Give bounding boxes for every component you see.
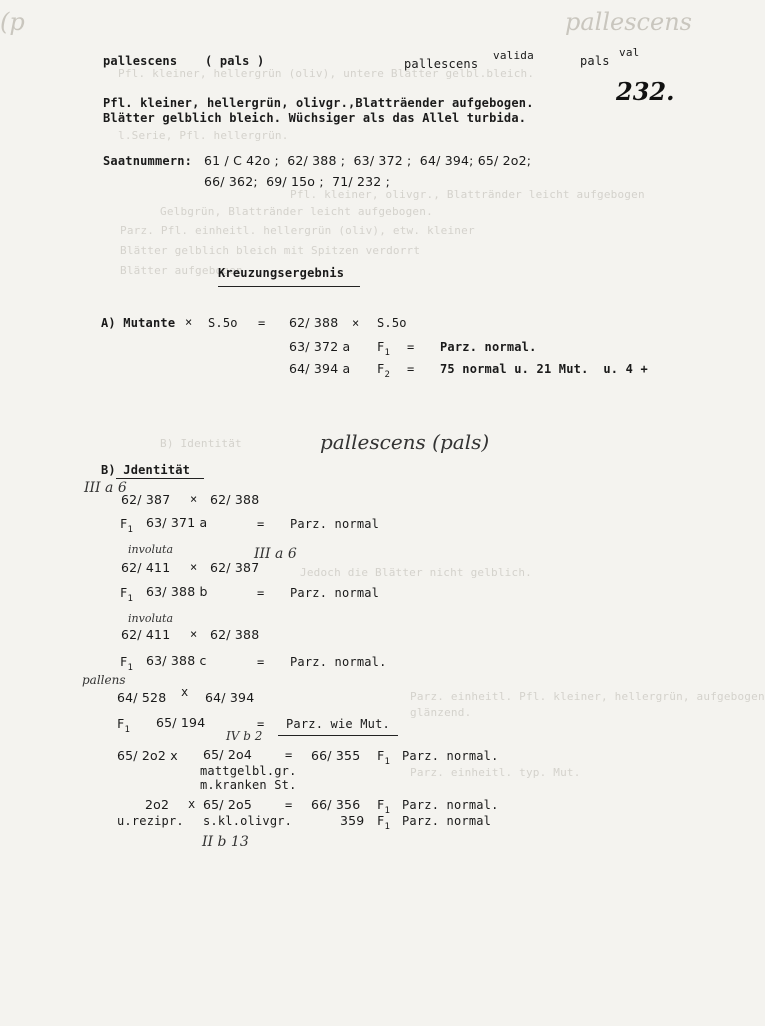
section-b-underline [116, 478, 204, 479]
cross-a-f1-seed: 63/ 372 a [289, 339, 351, 354]
cross-7-seed: 359 [340, 813, 365, 828]
handwritten-note: involuta [128, 543, 174, 556]
handwritten-note: involuta [128, 612, 174, 625]
cross-2-result: Parz. normal [290, 586, 380, 600]
s50-label: S.5o [208, 316, 238, 330]
cross-1-parent-a: 62/ 387 [121, 492, 171, 507]
cross-symbol: × [352, 316, 360, 330]
cross-1-result: Parz. normal [290, 517, 380, 531]
handwritten-note: III a 6 [84, 480, 127, 496]
cross-5-result-seed: 66/ 355 [311, 748, 361, 763]
cross-2-f1-seed: 63/ 388 b [146, 584, 208, 599]
bleed-line: Pfl. kleiner, hellergrün (oliv), untere Blätter gelbl.bleich. [118, 67, 535, 80]
section-title-underline [218, 286, 360, 287]
cross-5-description: mattgelbl.gr. [200, 764, 297, 778]
equals-sign: = [285, 748, 293, 762]
s50-label: S.5o [377, 316, 407, 330]
header-left-label: pallescens [103, 54, 178, 68]
cross-4-result: Parz. wie Mut. [286, 717, 390, 731]
cross-4-parent-b: 64/ 394 [205, 690, 255, 705]
generation-label: $F_1$ [377, 340, 391, 358]
equals-sign: = [257, 586, 265, 600]
generation-label: $F_1$ [120, 655, 134, 673]
section-a-label: A) Mutante [101, 316, 176, 330]
cross-1-f1-seed: 63/ 371 a [146, 515, 208, 530]
cross-6-result-seed: 66/ 356 [311, 797, 361, 812]
bleed-line: Pfl. kleiner, olivgr., Blattränder leicht aufgebogen [290, 188, 645, 201]
cross-6-parent-a: 2o2 [145, 797, 170, 812]
bleed-line: Parz. Pfl. einheitl. hellergrün (oliv), etw. kleiner [120, 224, 475, 237]
bleed-line: glänzend. [410, 706, 472, 719]
handwritten-note: III a 6 [254, 546, 297, 562]
header-left-paren: ( pals ) [205, 54, 265, 68]
header-right-label: pallescens [404, 57, 479, 71]
equals-sign: = [257, 655, 265, 669]
bleed-line: B) Identität [160, 437, 242, 450]
bleed-line: Parz. einheitl. typ. Mut. [410, 766, 581, 779]
bleed-line: Parz. einheitl. Pfl. kleiner, hellergrün, aufgebogen [410, 690, 765, 703]
header-right-short: pals [580, 54, 610, 68]
cross-symbol: × [190, 492, 198, 506]
handwritten-note: pallens [82, 673, 126, 687]
equals-sign: = [407, 362, 415, 376]
cross-5-parent-b: 65/ 2o4 [203, 747, 253, 762]
generation-label: $F_1$ [117, 717, 131, 735]
description-line-1: Pfl. kleiner, hellergrün, olivgr.,Blatträender aufgebogen. [103, 96, 534, 110]
cross-7-result: Parz. normal [402, 814, 492, 828]
section-b-label: B) Jdentität [101, 463, 191, 477]
cross-4-parent-a: 64/ 528 [117, 690, 167, 705]
equals-sign: = [407, 340, 415, 354]
handwritten-note: IV b 2 [226, 729, 263, 743]
result-underline [278, 735, 398, 736]
cross-a-f1-result: Parz. normal. [440, 340, 537, 354]
equals-sign: = [257, 717, 265, 731]
cross-a-seed: 62/ 388 [289, 315, 339, 330]
cross-symbol: × [190, 627, 198, 641]
cross-5-result: Parz. normal. [402, 749, 499, 763]
cross-symbol: × [185, 315, 193, 329]
corner-handwritten-label: pallescens [565, 8, 692, 36]
cross-6-result: Parz. normal. [402, 798, 499, 812]
cross-6-description: u.rezipr. [117, 814, 184, 828]
cross-3-f1-seed: 63/ 388 c [146, 653, 207, 668]
page-number: 232. [616, 77, 675, 106]
cross-3-parent-b: 62/ 388 [210, 627, 260, 642]
cross-6-description: s.kl.olivgr. [203, 814, 293, 828]
cross-a-f2-seed: 64/ 394 a [289, 361, 351, 376]
cross-3-result: Parz. normal. [290, 655, 387, 669]
description-line-2: Blätter gelblich bleich. Wüchsiger als das Allel turbida. [103, 111, 527, 125]
generation-label: $F_1$ [377, 798, 391, 816]
cross-3-parent-a: 62/ 411 [121, 627, 171, 642]
cross-2-parent-b: 62/ 387 [210, 560, 260, 575]
cross-6-parent-b: 65/ 2o5 [203, 797, 253, 812]
equals-sign: = [258, 316, 266, 330]
handwritten-note: II b 13 [202, 834, 249, 850]
bleed-handwriting: pallescens (pals) [320, 430, 490, 454]
generation-label: $F_2$ [377, 362, 391, 380]
corner-handwritten-mark: (p [0, 8, 25, 36]
equals-sign: = [257, 517, 265, 531]
equals-sign: = [285, 798, 293, 812]
generation-label: $F_1$ [377, 749, 391, 767]
cross-a-f2-result: 75 normal u. 21 Mut. u. 4 + [440, 362, 648, 376]
generation-label: $F_1$ [120, 517, 134, 535]
cross-1-parent-b: 62/ 388 [210, 492, 260, 507]
cross-symbol: × [190, 560, 198, 574]
header-right-sup: valida [493, 49, 534, 62]
bleed-line: Jedoch die Blätter nicht gelblich. [300, 566, 532, 579]
cross-4-f1-seed: 65/ 194 [156, 715, 206, 730]
bleed-line: l.Serie, Pfl. hellergrün. [118, 129, 289, 142]
cross-2-parent-a: 62/ 411 [121, 560, 171, 575]
generation-label: $F_1$ [377, 814, 391, 832]
cross-5-parent-a: 65/ 2o2 x [117, 748, 178, 763]
saatnummern-line-1: 61 / C 42o ; 62/ 388 ; 63/ 372 ; 64/ 394; 65/ 2o2; [204, 153, 532, 168]
saatnummern-label: Saatnummern: [103, 154, 193, 168]
cross-symbol: x [188, 797, 196, 811]
section-title: Kreuzungsergebnis [218, 266, 345, 280]
cross-5-description: m.kranken St. [200, 778, 297, 792]
bleed-line: Blätter aufgebogen [120, 264, 243, 277]
bleed-line: Gelbgrün, Blattränder leicht aufgebogen. [160, 205, 433, 218]
saatnummern-line-2: 66/ 362; 69/ 15o ; 71/ 232 ; [204, 174, 391, 189]
generation-label: $F_1$ [120, 586, 134, 604]
bleed-line: Blätter gelblich bleich mit Spitzen verdorrt [120, 244, 421, 257]
cross-symbol: x [181, 685, 189, 699]
header-right-short-sup: val [619, 46, 640, 59]
